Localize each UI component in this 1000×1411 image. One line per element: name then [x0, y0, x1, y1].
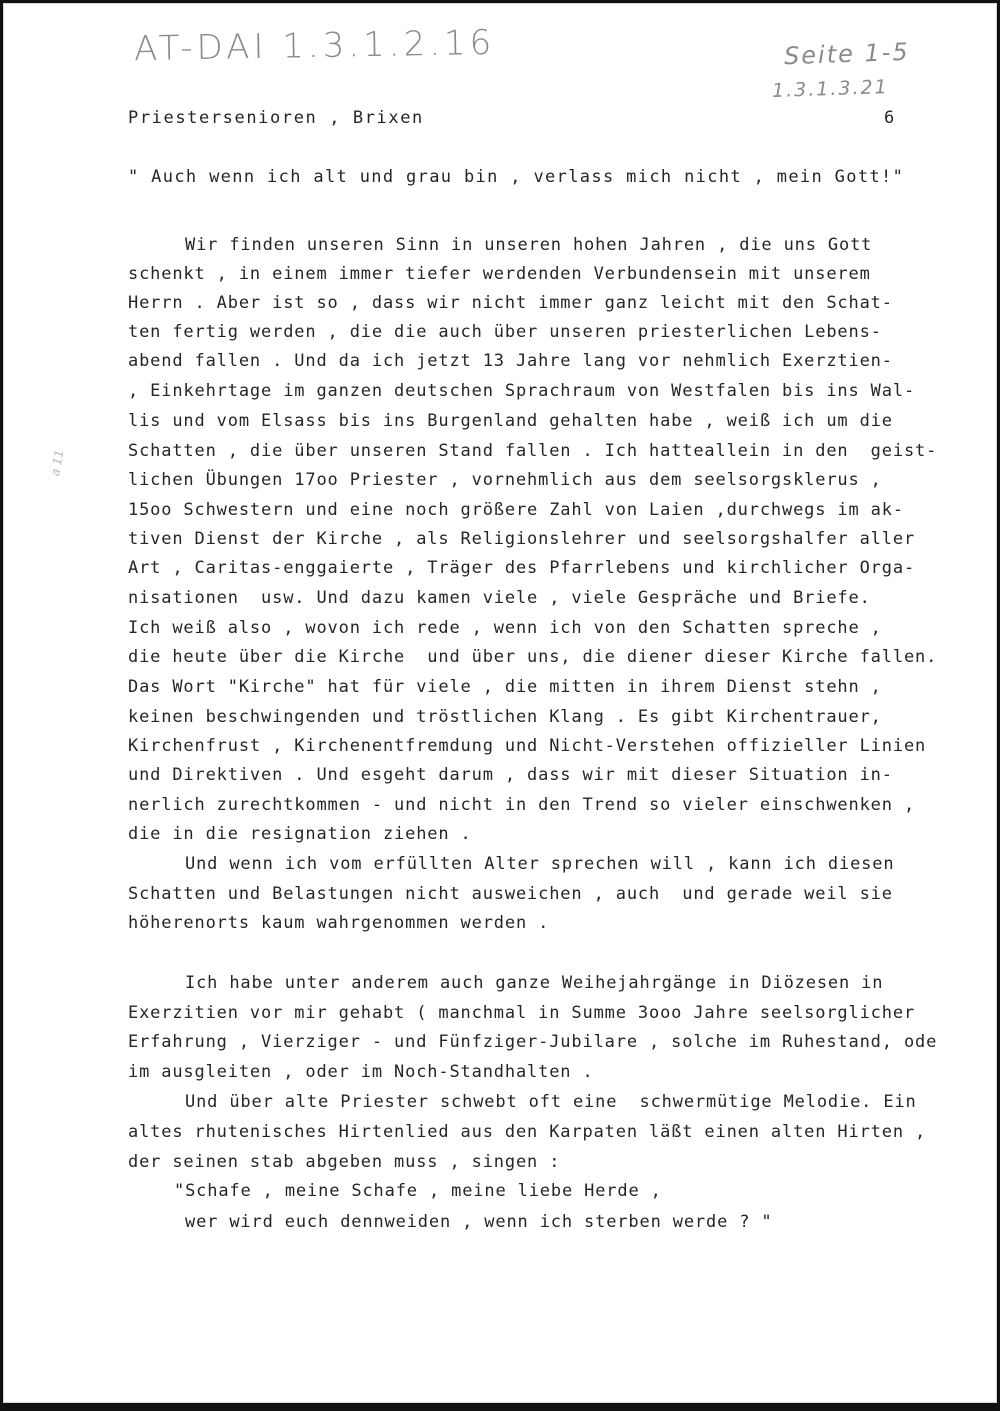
text-line: lis und vom Elsass bis ins Burgenland gehalten habe , weiß ich um die: [128, 411, 893, 431]
text-line: Exerzitien vor mir gehabt ( manchmal in Summe 3ooo Jahre seelsorglicher: [128, 1003, 916, 1023]
page-range-handwritten: Seite 1-5: [783, 37, 911, 71]
archive-signature-handwritten: AT-DAI 1.3.1.2.16: [133, 22, 496, 70]
text-line: abend fallen . Und da ich jetzt 13 Jahre lang vor nehmlich Exerztien-: [128, 351, 893, 371]
text-line: nerlich zurechtkommen - und nicht in den Trend so vieler einschwenken ,: [128, 795, 916, 815]
text-line: altes rhutenisches Hirtenlied aus den Karpaten läßt einen alten Hirten ,: [128, 1122, 927, 1142]
text-line: der seinen stab abgeben muss , singen :: [128, 1152, 561, 1172]
text-line: im ausgleiten , oder im Noch-Standhalten .: [128, 1062, 594, 1082]
text-line: Schatten und Belastungen nicht ausweichen , auch und gerade weil sie: [128, 884, 893, 904]
text-line: ten fertig werden , die die auch über unseren priesterlichen Lebens-: [128, 322, 882, 342]
header-title: Priestersenioren , Brixen: [128, 108, 424, 128]
text-line: tiven Dienst der Kirche , als Religionslehrer und seelsorgshalfer aller: [128, 529, 916, 549]
document-page: [3, 3, 997, 1403]
text-line: Erfahrung , Vierziger - und Fünfziger-Jubilare , solche im Ruhestand, ode: [128, 1032, 938, 1052]
text-line: 15oo Schwestern und eine noch größere Zahl von Laien ,durchwegs im ak-: [128, 500, 904, 520]
text-line: die in die resignation ziehen .: [128, 824, 472, 844]
text-line: Wir finden unseren Sinn in unseren hohen Jahren , die uns Gott: [185, 235, 873, 255]
text-line: lichen Übungen 17oo Priester , vornehmlich aus dem seelsorgsklerus ,: [128, 470, 882, 490]
quote-line: "Schafe , meine Schafe , meine liebe Herde ,: [174, 1181, 662, 1201]
text-line: , Einkehrtage im ganzen deutschen Sprachraum von Westfalen bis ins Wal-: [128, 381, 916, 401]
text-line: Ich weiß also , wovon ich rede , wenn ich von den Schatten spreche ,: [128, 618, 882, 638]
motto-quote: " Auch wenn ich alt und grau bin , verlass mich nicht , mein Gott!": [128, 167, 905, 187]
text-line: Das Wort "Kirche" hat für viele , die mitten in ihrem Dienst stehn ,: [128, 677, 882, 697]
text-line: Herrn . Aber ist so , dass wir nicht immer ganz leicht mit den Schat-: [128, 293, 893, 313]
text-line: Ich habe unter anderem auch ganze Weihejahrgänge in Diözesen in: [185, 973, 884, 993]
text-line: Und wenn ich vom erfüllten Alter sprechen will , kann ich diesen: [185, 854, 895, 874]
page-number: 6: [884, 108, 896, 128]
margin-mark-handwritten: a 11: [48, 448, 67, 478]
text-line: schenkt , in einem immer tiefer werdenden Verbundensein mit unserem: [128, 264, 871, 284]
quote-line: wer wird euch dennweiden , wenn ich sterben werde ? ": [185, 1212, 773, 1232]
text-line: die heute über die Kirche und über uns, die diener dieser Kirche fallen.: [128, 647, 938, 667]
text-line: Kirchenfrust , Kirchenentfremdung und Nicht-Verstehen offizieller Linien: [128, 736, 927, 756]
text-line: höherenorts kaum wahrgenommen werden .: [128, 913, 550, 933]
text-line: Und über alte Priester schwebt oft eine schwermütige Melodie. Ein: [185, 1092, 917, 1112]
text-line: nisationen usw. Und dazu kamen viele , viele Gespräche und Briefe.: [128, 588, 871, 608]
text-line: keinen beschwingenden und tröstlichen Klang . Es gibt Kirchentrauer,: [128, 707, 882, 727]
text-line: Art , Caritas-enggaierte , Träger des Pfarrlebens und kirchlicher Orga-: [128, 558, 916, 578]
text-line: und Direktiven . Und esgeht darum , dass wir mit dieser Situation in-: [128, 765, 893, 785]
text-line: Schatten , die über unseren Stand fallen . Ich hatteallein in den geist-: [128, 441, 938, 461]
reference-number-handwritten: 1.3.1.3.21: [771, 75, 890, 103]
